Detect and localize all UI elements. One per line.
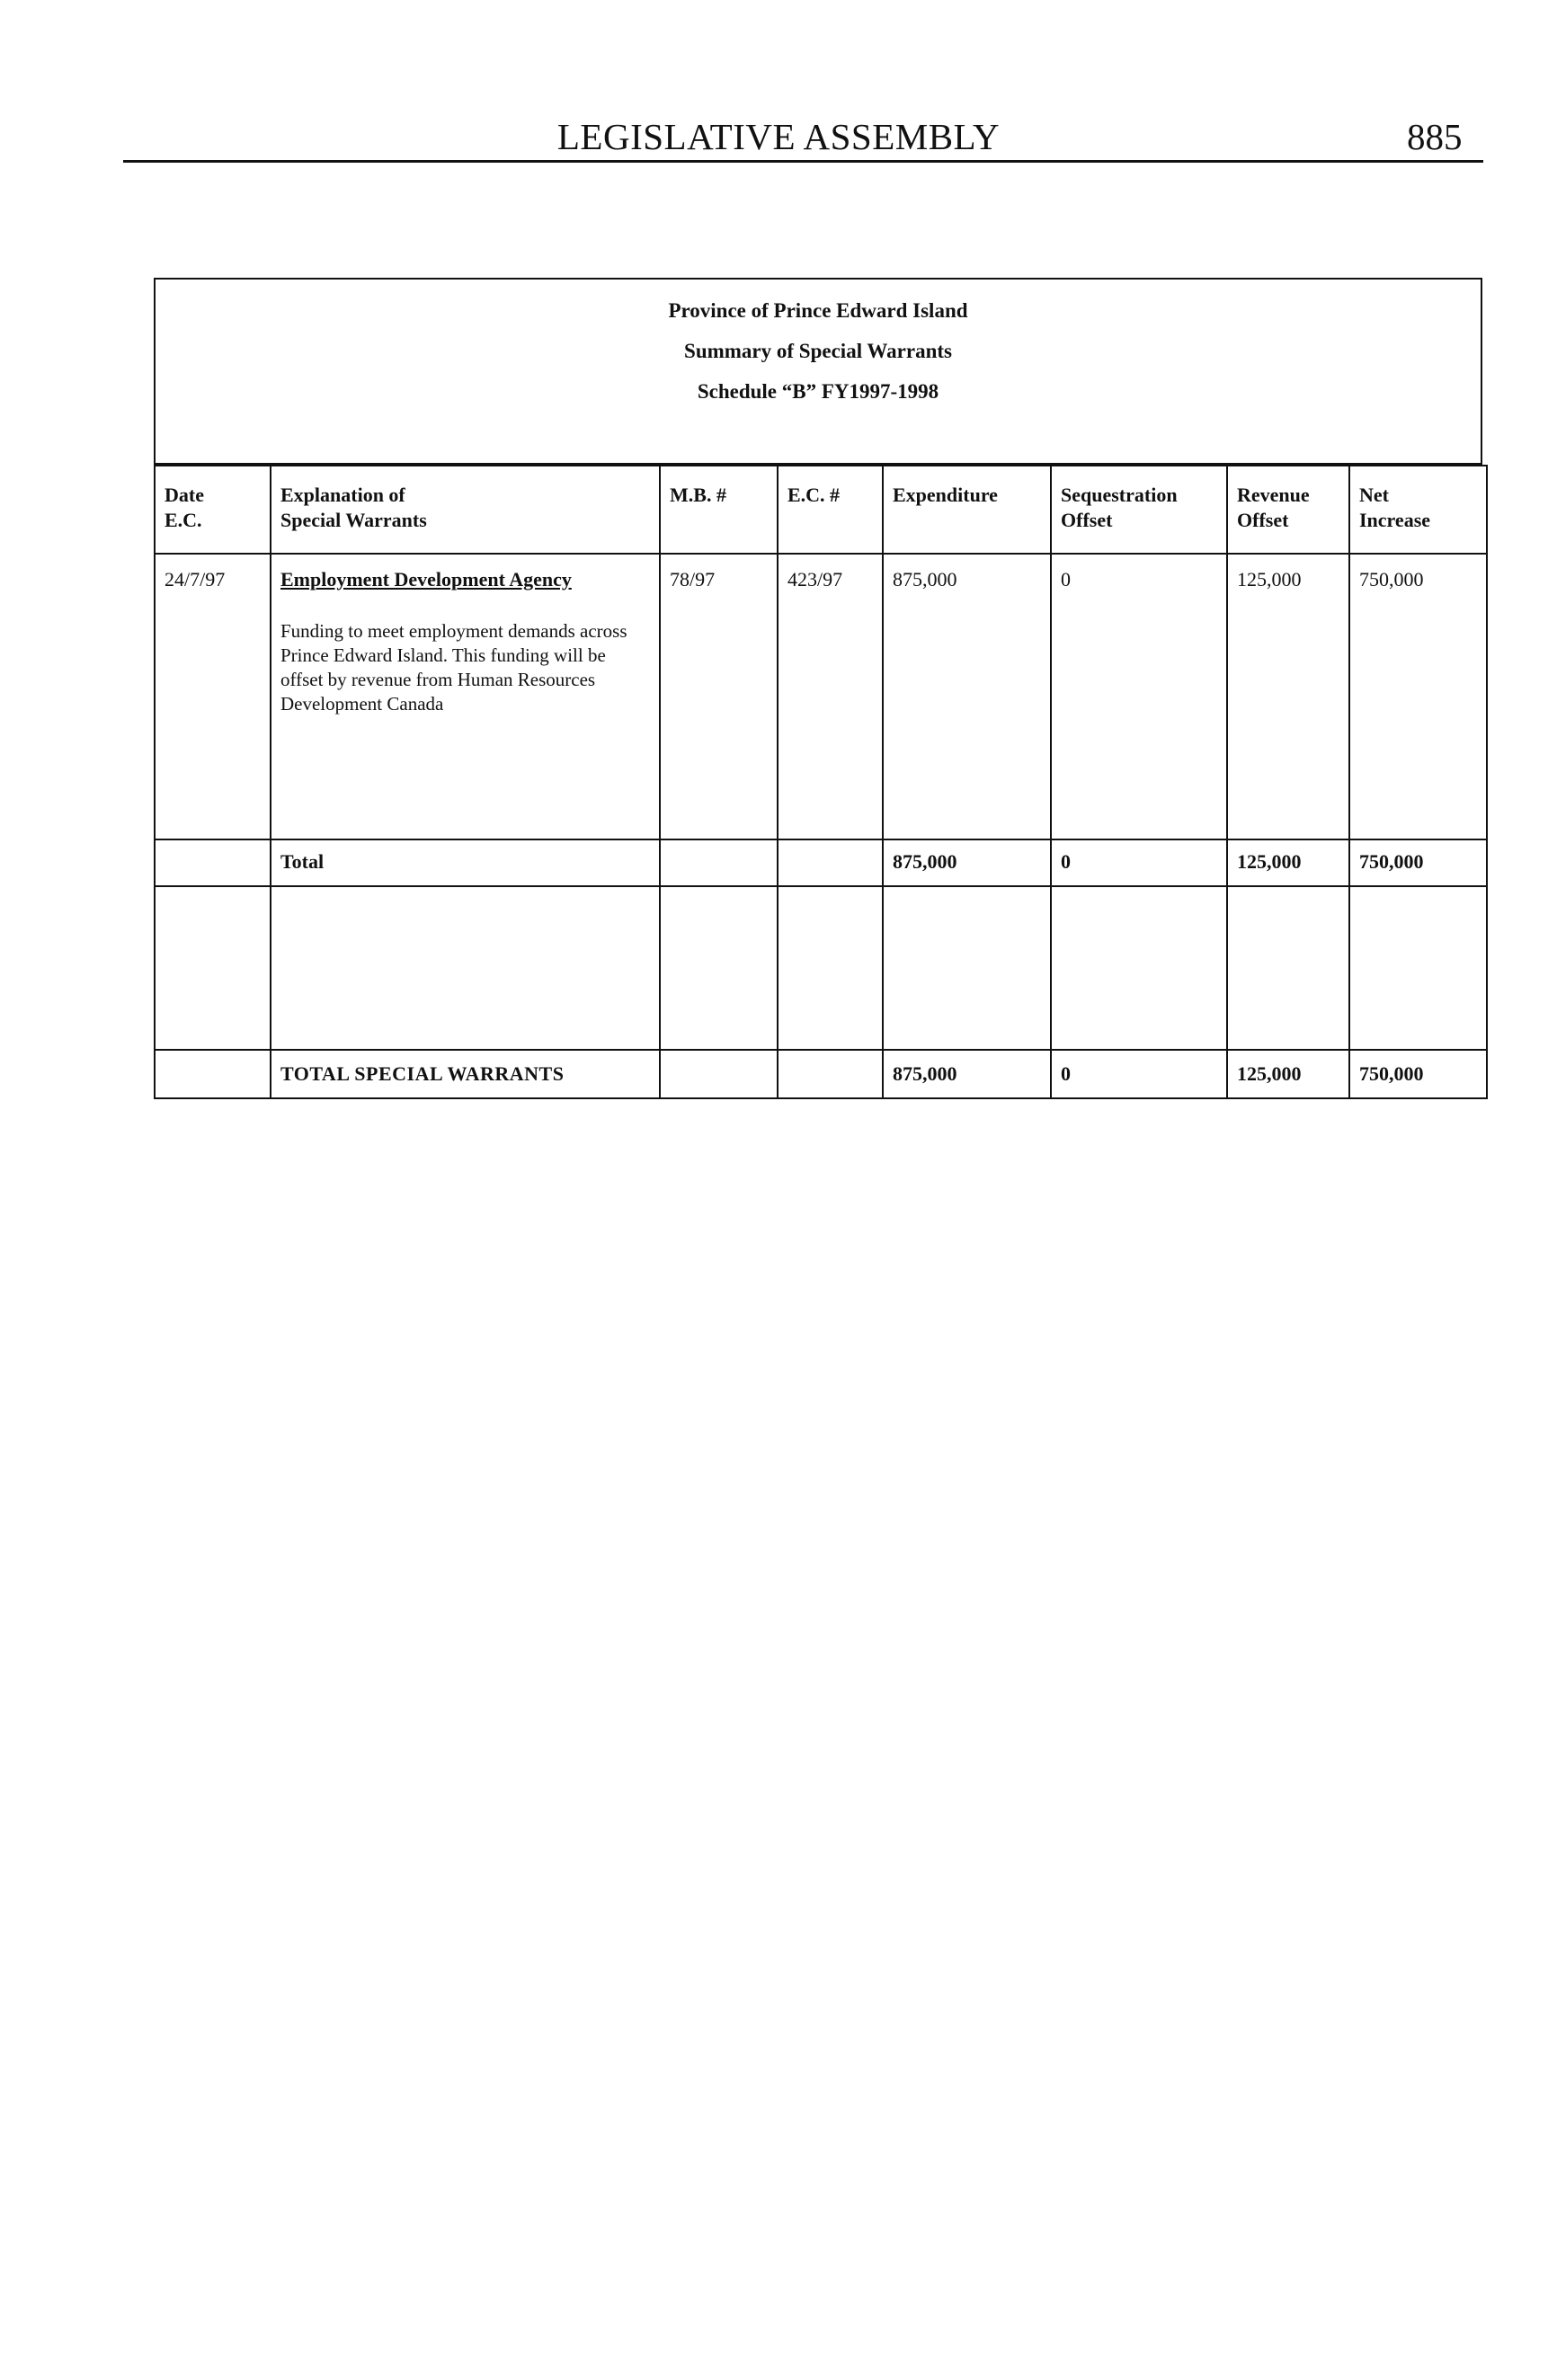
empty-cell	[1227, 886, 1349, 1050]
cell-date: 24/7/97	[155, 554, 271, 839]
empty-cell	[271, 886, 660, 1050]
special-warrants-table	[154, 465, 1488, 1099]
col-header-sequestration	[1051, 466, 1227, 554]
grand-total-row	[155, 1050, 1487, 1098]
total-empty-cell	[660, 839, 778, 886]
grand-total-empty-cell	[155, 1050, 271, 1098]
agency-name: Employment Development Agency	[280, 568, 572, 591]
col-header-sequestration-line2: Offset	[1061, 508, 1113, 531]
cell-ec: 423/97	[778, 554, 883, 839]
col-header-revenue	[1227, 466, 1349, 554]
total-row	[155, 839, 1487, 886]
cell-expenditure: 875,000	[883, 554, 1051, 839]
total-empty-cell	[778, 839, 883, 886]
grand-total-revenue: 125,000	[1227, 1050, 1349, 1098]
warrant-description: Funding to meet employment demands across Prince Edward Island. This funding will be offset by revenue from Human Resources Development Canada	[280, 619, 627, 715]
col-header-sequestration-line1: Sequestration	[1061, 484, 1178, 506]
col-header-revenue-line1: Revenue	[1237, 484, 1310, 506]
empty-row	[155, 886, 1487, 1050]
total-empty-cell	[155, 839, 271, 886]
col-header-date-line2: E.C.	[165, 508, 202, 531]
col-header-net-line1: Net	[1359, 484, 1389, 506]
empty-cell	[778, 886, 883, 1050]
col-header-ec: E.C. #	[778, 466, 883, 554]
col-header-explanation-line2: Special Warrants	[280, 508, 427, 531]
grand-total-label: TOTAL SPECIAL WARRANTS	[271, 1050, 660, 1098]
page-header-title: LEGISLATIVE ASSEMBLY	[556, 116, 1001, 157]
cell-net: 750,000	[1349, 554, 1487, 839]
empty-cell	[883, 886, 1051, 1050]
cell-sequestration: 0	[1051, 554, 1227, 839]
schedule-title-box	[154, 278, 1482, 465]
col-header-net	[1349, 466, 1487, 554]
col-header-date-line1: Date	[165, 484, 204, 506]
col-header-explanation	[271, 466, 660, 554]
empty-cell	[1349, 886, 1487, 1050]
col-header-revenue-line2: Offset	[1237, 508, 1289, 531]
grand-total-net: 750,000	[1349, 1050, 1487, 1098]
grand-total-empty-cell	[778, 1050, 883, 1098]
cell-explanation	[271, 554, 660, 839]
total-label: Total	[271, 839, 660, 886]
total-net: 750,000	[1349, 839, 1487, 886]
empty-cell	[1051, 886, 1227, 1050]
total-sequestration: 0	[1051, 839, 1227, 886]
grand-total-sequestration: 0	[1051, 1050, 1227, 1098]
col-header-mb: M.B. #	[660, 466, 778, 554]
col-header-date	[155, 466, 271, 554]
grand-total-expenditure: 875,000	[883, 1050, 1051, 1098]
empty-cell	[155, 886, 271, 1050]
total-revenue: 125,000	[1227, 839, 1349, 886]
table-header-row	[155, 466, 1487, 554]
col-header-net-line2: Increase	[1359, 508, 1431, 531]
total-expenditure: 875,000	[883, 839, 1051, 886]
table-row	[155, 554, 1487, 839]
page-number: 885	[1407, 116, 1463, 157]
grand-total-empty-cell	[660, 1050, 778, 1098]
col-header-explanation-line1: Explanation of	[280, 484, 405, 506]
schedule-province: Province of Prince Edward Island	[668, 299, 968, 322]
schedule-fiscal-year: Schedule “B” FY1997-1998	[697, 380, 939, 403]
col-header-expenditure: Expenditure	[883, 466, 1051, 554]
cell-revenue: 125,000	[1227, 554, 1349, 839]
empty-cell	[660, 886, 778, 1050]
header-rule	[123, 160, 1483, 163]
schedule-summary: Summary of Special Warrants	[684, 340, 952, 362]
cell-mb: 78/97	[660, 554, 778, 839]
